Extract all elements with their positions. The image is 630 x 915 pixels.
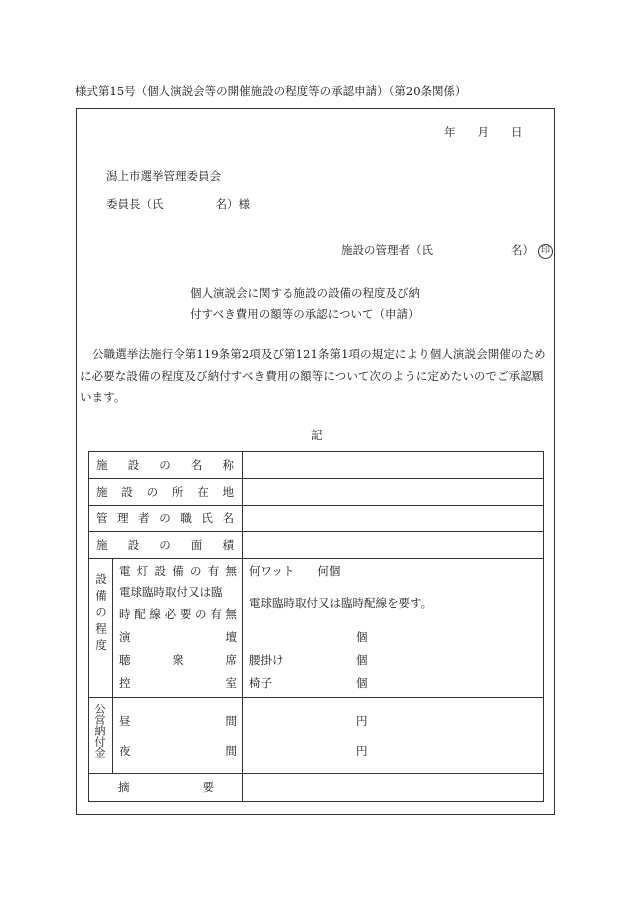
addressee-org: 潟上市選挙管理委員会 (106, 169, 221, 183)
label-temp-wiring-2 (119, 606, 237, 622)
row-label-manager-name (96, 510, 234, 526)
unit-audience: 個 (356, 653, 368, 667)
label-waiting (119, 675, 237, 691)
label-char: 電 (119, 564, 131, 578)
value-temp-wiring: 電球臨時取付又は臨時配線を要す。 (249, 596, 433, 610)
date-month: 月 (477, 125, 489, 139)
label-char: 積 (222, 538, 234, 552)
sender-prefix: 施設の管理者（氏 (341, 243, 433, 257)
label-char: 衆 (172, 653, 184, 667)
label-char: 時 (119, 607, 131, 621)
label-char: 設 (154, 564, 166, 578)
label-text (96, 484, 234, 500)
value-lighting: 何ワット 何個 (249, 564, 341, 578)
unit-waiting: 個 (356, 676, 368, 690)
group-label-equipment: 設備の程度 (94, 573, 108, 656)
label-char: 所 (171, 485, 184, 499)
label-text (96, 537, 234, 553)
label-char: の (159, 458, 171, 472)
label-char: 灯 (136, 564, 149, 578)
label-char: 控 (119, 676, 131, 690)
label-char: 職 (180, 511, 192, 525)
label-char: 管 (96, 511, 108, 525)
label-nighttime (119, 743, 237, 759)
label-text (96, 457, 234, 473)
body-text: 公職選挙法施行令第119条第2項及び第121条第1項の規定により個人演説会開催のために必要な設備の程度及び納付すべき費用の額等について次のように定めたいのでご承認願います。 (80, 347, 546, 404)
label-daytime (119, 713, 237, 729)
label-text (96, 510, 234, 526)
date-year: 年 (444, 125, 456, 139)
label-char: 設 (121, 485, 133, 499)
label-char: の (146, 485, 159, 499)
label-lighting (119, 563, 237, 579)
label-char: の (159, 538, 171, 552)
sender-suffix: 名） (511, 243, 534, 257)
row-label-facility-area (96, 537, 234, 553)
label-char: 名 (190, 458, 203, 472)
group-label-fees: 公営納付金 (93, 703, 106, 758)
label-char: 称 (222, 458, 234, 472)
label-char: 配 (134, 607, 146, 621)
label-stage (119, 629, 237, 645)
label-char: 設 (127, 538, 140, 552)
label-char: 在 (197, 485, 209, 499)
label-char: の (159, 511, 171, 525)
row-label-facility-name (96, 457, 234, 473)
sub-audience: 腰掛け (249, 653, 284, 667)
label-char: 無 (225, 564, 237, 578)
label-char: 無 (225, 607, 237, 621)
unit-stage: 個 (356, 630, 368, 644)
addressee-chair-prefix: 委員長（氏 (106, 197, 164, 211)
unit-nighttime: 円 (356, 744, 368, 758)
label-char: 要 (202, 780, 214, 794)
ki-heading: 記 (311, 428, 323, 442)
application-table (88, 451, 544, 801)
label-char: 夜 (119, 744, 131, 758)
label-temp-wiring-1: 電球臨時取付又は臨 (119, 585, 223, 599)
label-char: 線 (149, 607, 161, 621)
label-char: 昼 (119, 714, 131, 728)
label-char: 施 (96, 458, 108, 472)
label-char: 有 (207, 564, 220, 578)
label-char: 間 (225, 714, 237, 728)
label-char: 聴 (119, 653, 131, 667)
label-char: 壇 (225, 630, 237, 644)
label-char: 摘 (118, 780, 130, 794)
label-char: 要 (179, 607, 192, 621)
label-char: 有 (210, 607, 222, 621)
date-line (444, 124, 523, 140)
subject (190, 283, 420, 325)
form-title: 様式第15号（個人演説会等の開催施設の程度等の承認申請）（第20条関係） (75, 84, 467, 98)
date-day: 日 (511, 125, 523, 139)
sub-waiting: 椅子 (249, 676, 272, 690)
label-char: 席 (225, 653, 237, 667)
label-char: の (195, 607, 207, 621)
label-char: 室 (225, 676, 237, 690)
label-remarks (118, 779, 214, 795)
label-char: 間 (225, 744, 237, 758)
label-char: 設 (127, 458, 140, 472)
label-char: 面 (190, 538, 203, 552)
row-label-facility-address (96, 484, 234, 500)
unit-daytime: 円 (356, 714, 368, 728)
label-char: 理 (117, 511, 129, 525)
label-char: 施 (96, 485, 108, 499)
label-char: 備 (172, 564, 184, 578)
label-char: 施 (96, 538, 108, 552)
label-char: 名 (222, 511, 234, 525)
label-char: 必 (164, 607, 177, 621)
label-audience (119, 652, 237, 668)
seal-icon: 印 (538, 244, 553, 259)
sender-line (341, 242, 553, 259)
label-char: 地 (222, 485, 234, 499)
label-char: の (190, 564, 202, 578)
label-char: 氏 (201, 511, 213, 525)
subject-line-1: 個人演説会に関する施設の設備の程度及び納 (190, 286, 420, 300)
addressee-chair-suffix: 名）様 (215, 197, 250, 211)
subject-line-2: 付すべき費用の額等の承認について（申請） (190, 307, 420, 321)
addressee-chair (106, 196, 250, 212)
label-char: 者 (138, 511, 150, 525)
label-char: 演 (119, 630, 131, 644)
